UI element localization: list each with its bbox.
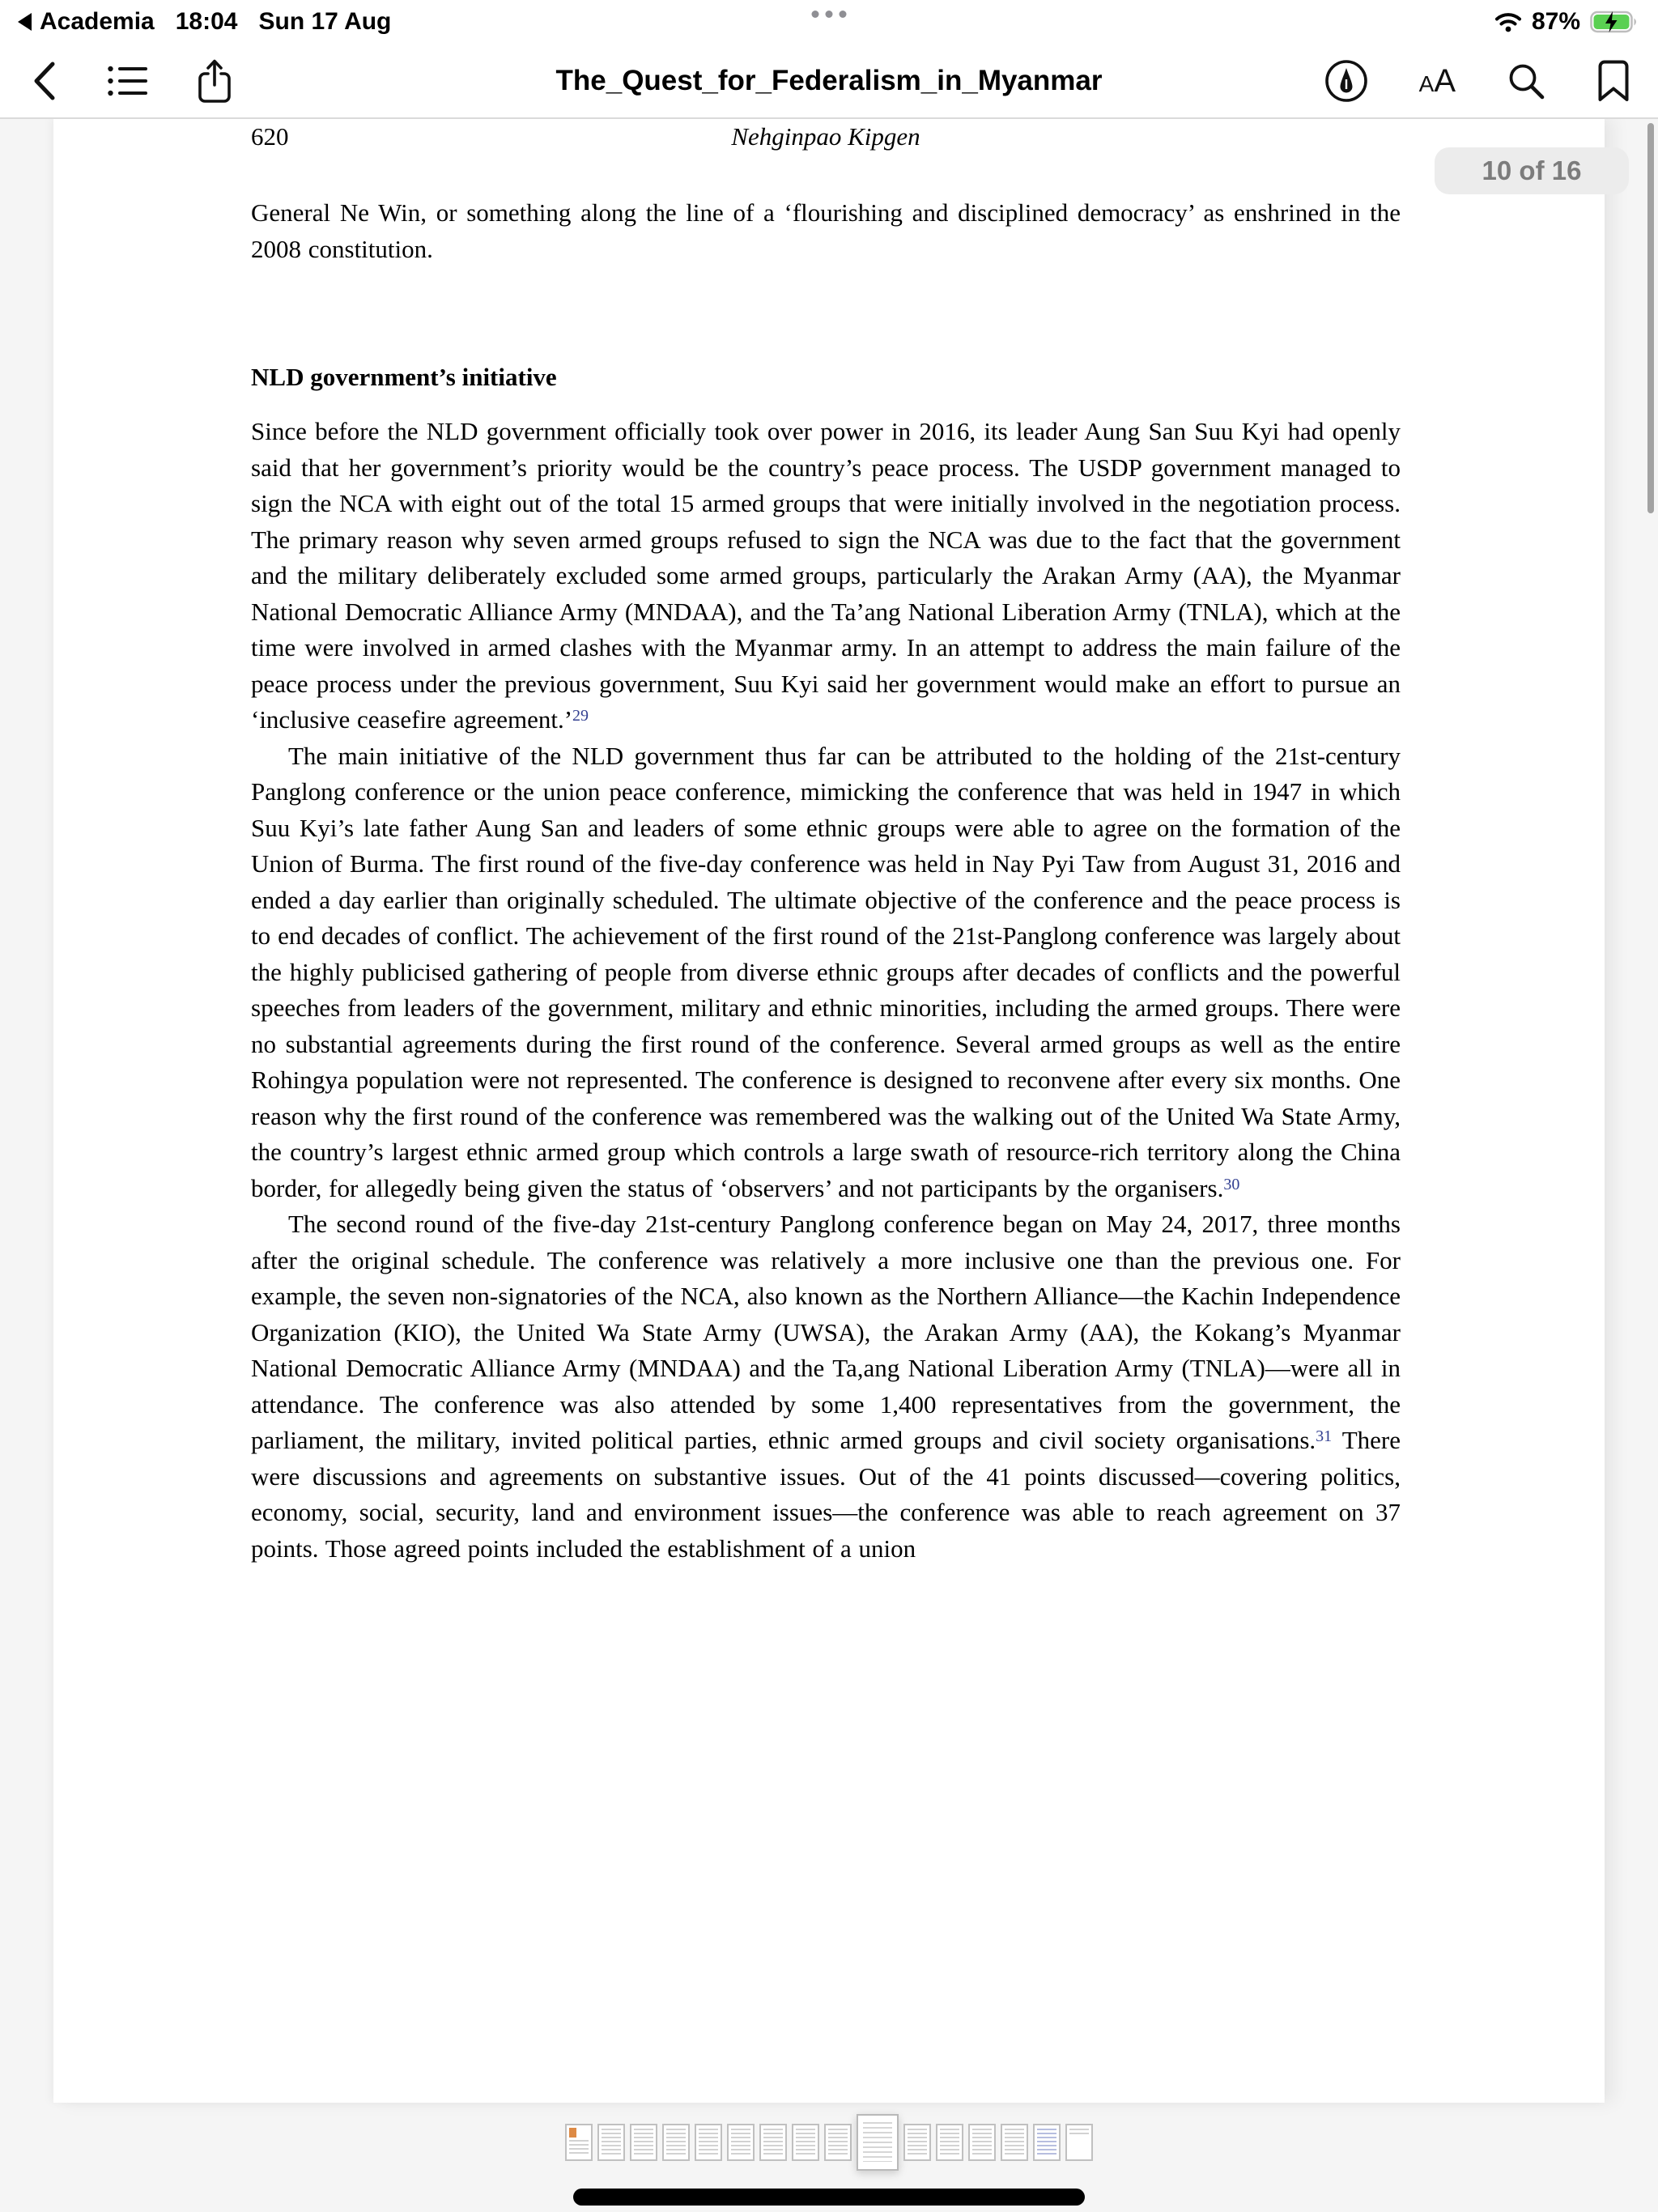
footnote-ref[interactable]: 30 (1223, 1175, 1240, 1193)
back-to-app-label: Academia (40, 8, 155, 35)
page-thumbnail[interactable] (936, 2124, 963, 2161)
battery-percent: 87% (1531, 8, 1580, 35)
share-button[interactable] (196, 57, 233, 104)
page-position-label: 10 of 16 (1482, 155, 1582, 185)
page-thumbnail[interactable] (1065, 2124, 1093, 2161)
home-indicator[interactable] (573, 2189, 1085, 2206)
paragraph: Since before the NLD government officially took over power in 2016, its leader Aung San Suu Kyi had openly said that her government’s priority would be the country’s peace process. The USDP government managed to sign the NCA with eight out of the total 15 armed groups that were initially involved in the negotiation process. The primary reason why seven armed groups refused to sign the NCA was due to the fact that the government and the military deliberately excluded some armed groups, particularly the Arakan Army (AA), the Myanmar National Democratic Alliance Army (MNDAA), and the Ta’ang National Liberation Army (TNLA), which at the time were involved in armed clashes with the Myanmar army. In an attempt to address the main failure of the peace process under the previous government, Suu Kyi said her government would make an effort to pursue an ‘inclusive ceasefire agreement.’$^{29}$ (251, 417, 1401, 734)
status-date: Sun 17 Aug (258, 8, 392, 35)
pdf-page-number: 620 (251, 122, 289, 151)
page-thumbnail[interactable] (630, 2124, 657, 2161)
paragraph: The second round of the five-day 21st-century Panglong conference began on May 24, 2017, three months after the original schedule. The conference was relatively a more inclusive one than the previous one. For example, the seven non-signatories of the NCA, also known as the Northern Alliance—the Kachin Independence Organization (KIO), the United Wa State Army (UWSA), the Arakan Army (AA), the Kokang’s Myanmar National Democratic Alliance Army (MNDAA) and the Ta,ang National Liberation Army (TNLA)—were all in attendance. The conference was also attended by some 1,400 representatives from the government, the parliament, the military, invited political parties, ethnic armed groups and civil society organisations.$^{31}$ There were discussions and agreements on substantive issues. Out of the 41 points discussed—covering politics, economy, social, security, land and environment issues—the conference was able to reach agreement on 37 points. Those agreed points included the establishment of a union (251, 1210, 1401, 1563)
page-thumbnail[interactable] (695, 2124, 722, 2161)
page-thumbnail-current[interactable] (857, 2114, 899, 2171)
document-title: The_Quest_for_Federalism_in_Myanmar (555, 64, 1103, 96)
wifi-icon (1494, 11, 1522, 32)
page-position-badge (1435, 147, 1629, 194)
pen-nib-circle-icon (1324, 58, 1369, 104)
bulleted-list-icon (107, 63, 147, 99)
page-thumbnail[interactable] (597, 2124, 625, 2161)
text-size-button[interactable] (1418, 62, 1456, 99)
top-chrome (0, 0, 1658, 119)
footnote-ref[interactable]: 31 (1316, 1427, 1333, 1445)
page-thumbnail[interactable] (759, 2124, 787, 2161)
chevron-left-icon (31, 60, 58, 102)
intro-paragraph: General Ne Win, or something along the line of a ‘flourishing and disciplined democracy’ as enshrined in the 2008 constitution. (251, 198, 1401, 263)
status-bar (0, 0, 1658, 44)
page-header-row (251, 122, 1401, 160)
paragraph: The main initiative of the NLD government thus far can be attributed to the holding of the 21st-century Panglong conference or the union peace conference, mimicking the conference that was held in 1947 in which Suu Kyi’s late father Aung San and leaders of some ethnic groups were able to agree on the formation of the Union of Burma. The first round of the five-day conference was held in Nay Pyi Taw from August 31, 2016 and ended a day earlier than originally scheduled. The ultimate objective of the conference and the peace process is to end decades of conflict. The achievement of the first round of the 21st-Panglong conference was largely about the highly publicised gathering of people from diverse ethnic groups after decades of conflicts and the powerful speeches from leaders of the government, military and ethnic minorities, including the armed groups. There were no substantial agreements during the first round of the conference. Several armed groups as well as the entire Rohingya population were not represented. The conference is designed to reconvene after every six months. One reason why the first round of the conference was remembered was the walking out of the United Wa State Army, the country’s largest ethnic armed group which controls a large swath of resource-rich territory along the China border, for allegedly being given the status of ‘observers’ and not participants by the organisers.$^{30}$ (251, 741, 1401, 1202)
footnote-ref[interactable]: 29 (572, 707, 589, 725)
status-time: 18:04 (175, 8, 238, 35)
pdf-page[interactable] (53, 117, 1605, 2103)
multitasking-dots-icon (812, 11, 847, 18)
bookmark-button[interactable] (1596, 58, 1630, 104)
share-icon (196, 57, 233, 104)
page-thumbnail-strip (0, 2106, 1658, 2179)
page-thumbnail[interactable] (662, 2124, 690, 2161)
search-button[interactable] (1506, 61, 1546, 101)
scroll-indicator[interactable] (1647, 123, 1654, 513)
page-thumbnail[interactable] (1001, 2124, 1028, 2161)
back-to-app-icon (18, 13, 32, 31)
search-icon (1506, 61, 1546, 101)
running-head: Nehginpao Kipgen (731, 122, 920, 151)
markup-button[interactable] (1324, 58, 1369, 104)
contents-button[interactable] (107, 63, 147, 99)
text-size-icon: AA (1418, 62, 1456, 99)
battery-icon (1590, 10, 1640, 34)
page-thumbnail[interactable] (824, 2124, 852, 2161)
back-to-app-button[interactable] (18, 8, 155, 36)
page-thumbnail[interactable] (968, 2124, 996, 2161)
page-thumbnail[interactable] (565, 2124, 593, 2161)
page-thumbnail[interactable] (1033, 2124, 1061, 2161)
page-thumbnail[interactable] (792, 2124, 819, 2161)
toolbar (0, 44, 1658, 117)
bookmark-icon (1596, 58, 1630, 104)
back-button[interactable] (31, 60, 58, 102)
body-text (251, 414, 1401, 1567)
page-thumbnail[interactable] (727, 2124, 755, 2161)
page-thumbnail[interactable] (903, 2124, 931, 2161)
section-heading: NLD government’s initiative (251, 363, 557, 391)
